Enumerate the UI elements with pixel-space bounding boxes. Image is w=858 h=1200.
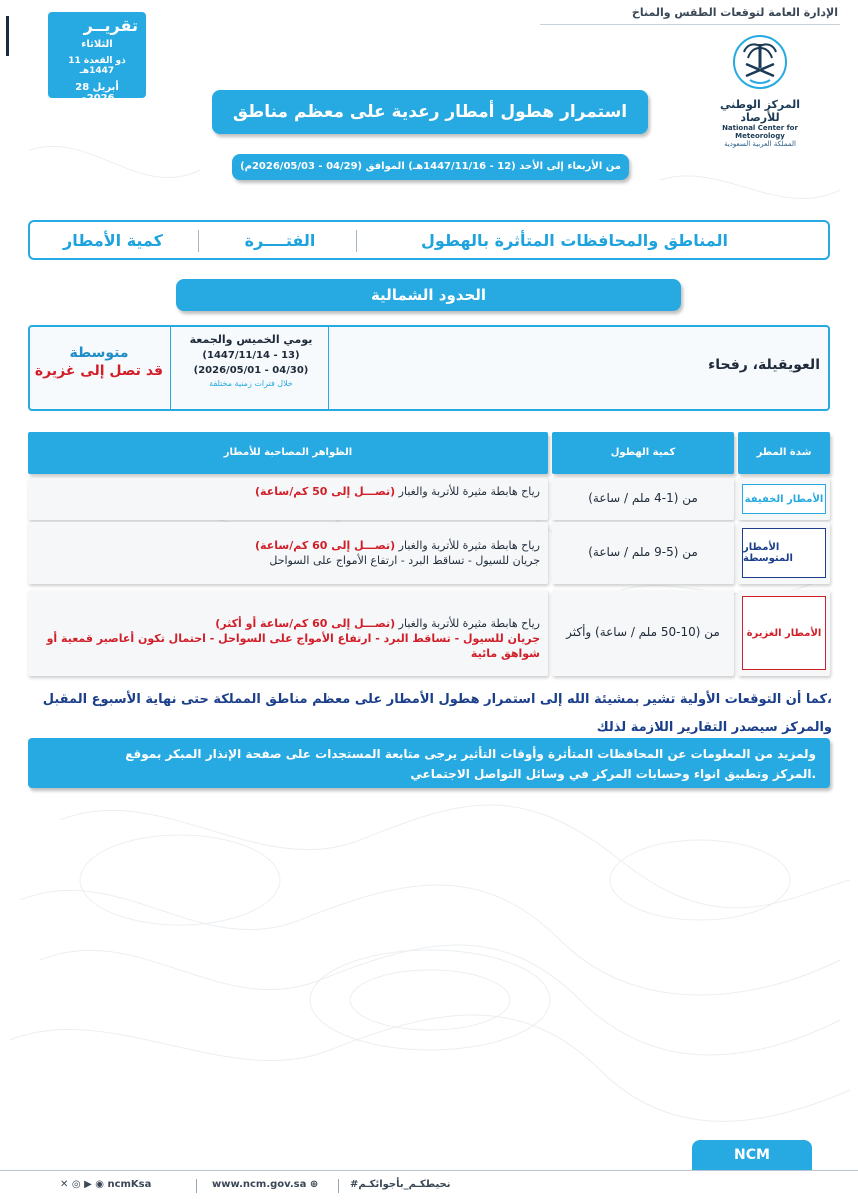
wind-speed: (تصـــل إلى 50 كم/ساعة) [255, 485, 396, 498]
logo-country: المملكة العربية السعودية [724, 140, 796, 148]
phenomena-cell [28, 590, 548, 676]
table-row [28, 478, 830, 520]
report-badge [48, 12, 146, 104]
wind-text: رياح هابطة مثيرة للأتربة والغبار [398, 485, 540, 498]
phenomena-text [30, 538, 540, 568]
period-greg: (2026/05/01 - 04/30) [193, 365, 309, 376]
table-header-quantity: كمية الهطول [552, 432, 734, 474]
wind-speed: (تصـــل إلى 60 كم/ساعة) [255, 539, 396, 552]
globe-icon: ⊕ [309, 1179, 319, 1190]
severity-cell [738, 522, 830, 584]
severity-label: الأمطار الخفيفة [742, 484, 826, 514]
extra-phenomena: جريان للسيول - تساقط البرد - ارتفاع الأمواج على السواحل - احتمال تكون أعاصير قمعية أو شواهق مائية [46, 632, 540, 660]
quantity-text: من (5-9 ملم / ساعة) [588, 545, 698, 559]
severity-label: الأمطار الغزيرة [742, 596, 826, 670]
quantity-cell [552, 590, 734, 676]
badge-day: الثلاثاء [81, 39, 113, 50]
column-period: الفتــــرة [244, 230, 316, 250]
row-divider [170, 327, 171, 409]
social-icons: ✕ ◎ ▶ ◉ [60, 1179, 108, 1190]
header-divider [540, 24, 840, 25]
region-period [176, 333, 326, 388]
wind-speed: (تصـــل إلى 60 كم/ساعة أو أكثر) [215, 617, 396, 630]
website-text: www.ncm.gov.sa [212, 1179, 307, 1190]
quantity-text: من (10-50 ملم / ساعة) وأكثر [566, 625, 720, 639]
row-divider [328, 327, 329, 409]
period-hijri: (1447/11/14 - 13) [202, 350, 300, 361]
palm-swords-emblem-icon [732, 34, 788, 92]
region-name: الحدود الشمالية [176, 279, 681, 311]
more-info-line2: المركز وتطبيق انواء وحسابات المركز في وسائل التواصل الاجتماعي. [410, 767, 816, 781]
period-note: خلال فترات زمنية مختلفة [209, 379, 293, 388]
logo-name-en: National Center for Meteorology [722, 124, 798, 140]
column-divider [198, 230, 199, 252]
region-row [28, 325, 830, 411]
column-headers [28, 220, 830, 260]
severity-cell [738, 478, 830, 520]
quantity-text: من (1-4 ملم / ساعة) [588, 491, 698, 505]
badge-title: تقريــر [83, 16, 138, 35]
phenomena-cell [28, 478, 548, 520]
table-row [28, 522, 830, 584]
website-link[interactable] [212, 1179, 318, 1190]
more-info-line1: ولمزيد من المعلومات عن المحافظات المتأثرة وأوقات التأثير يرجى متابعة المستجدات على صفحة الإنذار المبكر بموقع [125, 747, 816, 761]
footer [0, 1170, 858, 1200]
quantity-cell [552, 522, 734, 584]
table-header-severity: شدة المطر [738, 432, 830, 474]
footer-divider [338, 1179, 339, 1193]
corner-accent [6, 16, 9, 56]
column-amount: كمية الأمطار [63, 230, 163, 250]
footer-divider [196, 1179, 197, 1193]
severity-label: الأمطار المتوسطة [742, 528, 826, 578]
badge-greg-date: 28 أبريل 2026م [75, 82, 119, 104]
phenomena-text [30, 484, 540, 499]
ncm-brand-tab: NCM [692, 1140, 812, 1170]
hashtag: #نحيطكـم_بأجوائكـم [350, 1179, 451, 1190]
social-handle[interactable] [60, 1179, 151, 1190]
wind-text: رياح هابطة مثيرة للأتربة والغبار [398, 539, 540, 552]
table-row [28, 590, 830, 676]
column-divider [356, 230, 357, 252]
quantity-cell [552, 478, 734, 520]
ncm-logo [700, 34, 820, 148]
wind-text: رياح هابطة مثيرة للأتربة والغبار [398, 617, 540, 630]
phenomena-cell [28, 522, 548, 584]
extra-phenomena: جريان للسيول - تساقط البرد - ارتفاع الأمواج على السواحل [269, 554, 540, 567]
forecast-note-line1: كما أن التوقعات الأولية تشير بمشيئة الله إلى استمرار هطول الأمطار على معظم مناطق المملكة حتى نهاية الأسبوع المقبل، [42, 692, 832, 707]
report-title: استمرار هطول أمطار رعدية على معظم مناطق [212, 90, 648, 134]
region-cities: العويقيلة، رفحاء [708, 357, 820, 373]
period-days: يومي الخميس والجمعة [189, 333, 313, 346]
authority-name: الإدارة العامة لتوقعات الطقس والمناخ [631, 6, 838, 19]
report-date-range: من الأربعاء إلى الأحد (12 - 1447/11/16هـ) الموافق (04/29 - 2026/05/03م) [232, 154, 629, 180]
severity-cell [738, 590, 830, 676]
forecast-note [22, 686, 832, 742]
amount-level: متوسطة [69, 345, 129, 361]
region-amount [34, 345, 164, 379]
column-areas: المناطق والمحافظات المتأثرة بالهطول [420, 230, 728, 250]
amount-note: قد تصل إلى غزيرة [34, 363, 164, 379]
more-info-note [28, 738, 830, 788]
logo-name-ar: المركز الوطني للأرصاد [720, 98, 800, 124]
forecast-note-line2: والمركز سيصدر التقارير اللازمة لذلك [596, 720, 832, 735]
phenomena-text [30, 616, 540, 661]
badge-hijri-date: 11 ذو القعدة 1447هـ [68, 56, 126, 76]
table-header-phenomena: الظواهر المصاحبة للأمطار [28, 432, 548, 474]
social-handle-text: ncmKsa [107, 1179, 152, 1190]
